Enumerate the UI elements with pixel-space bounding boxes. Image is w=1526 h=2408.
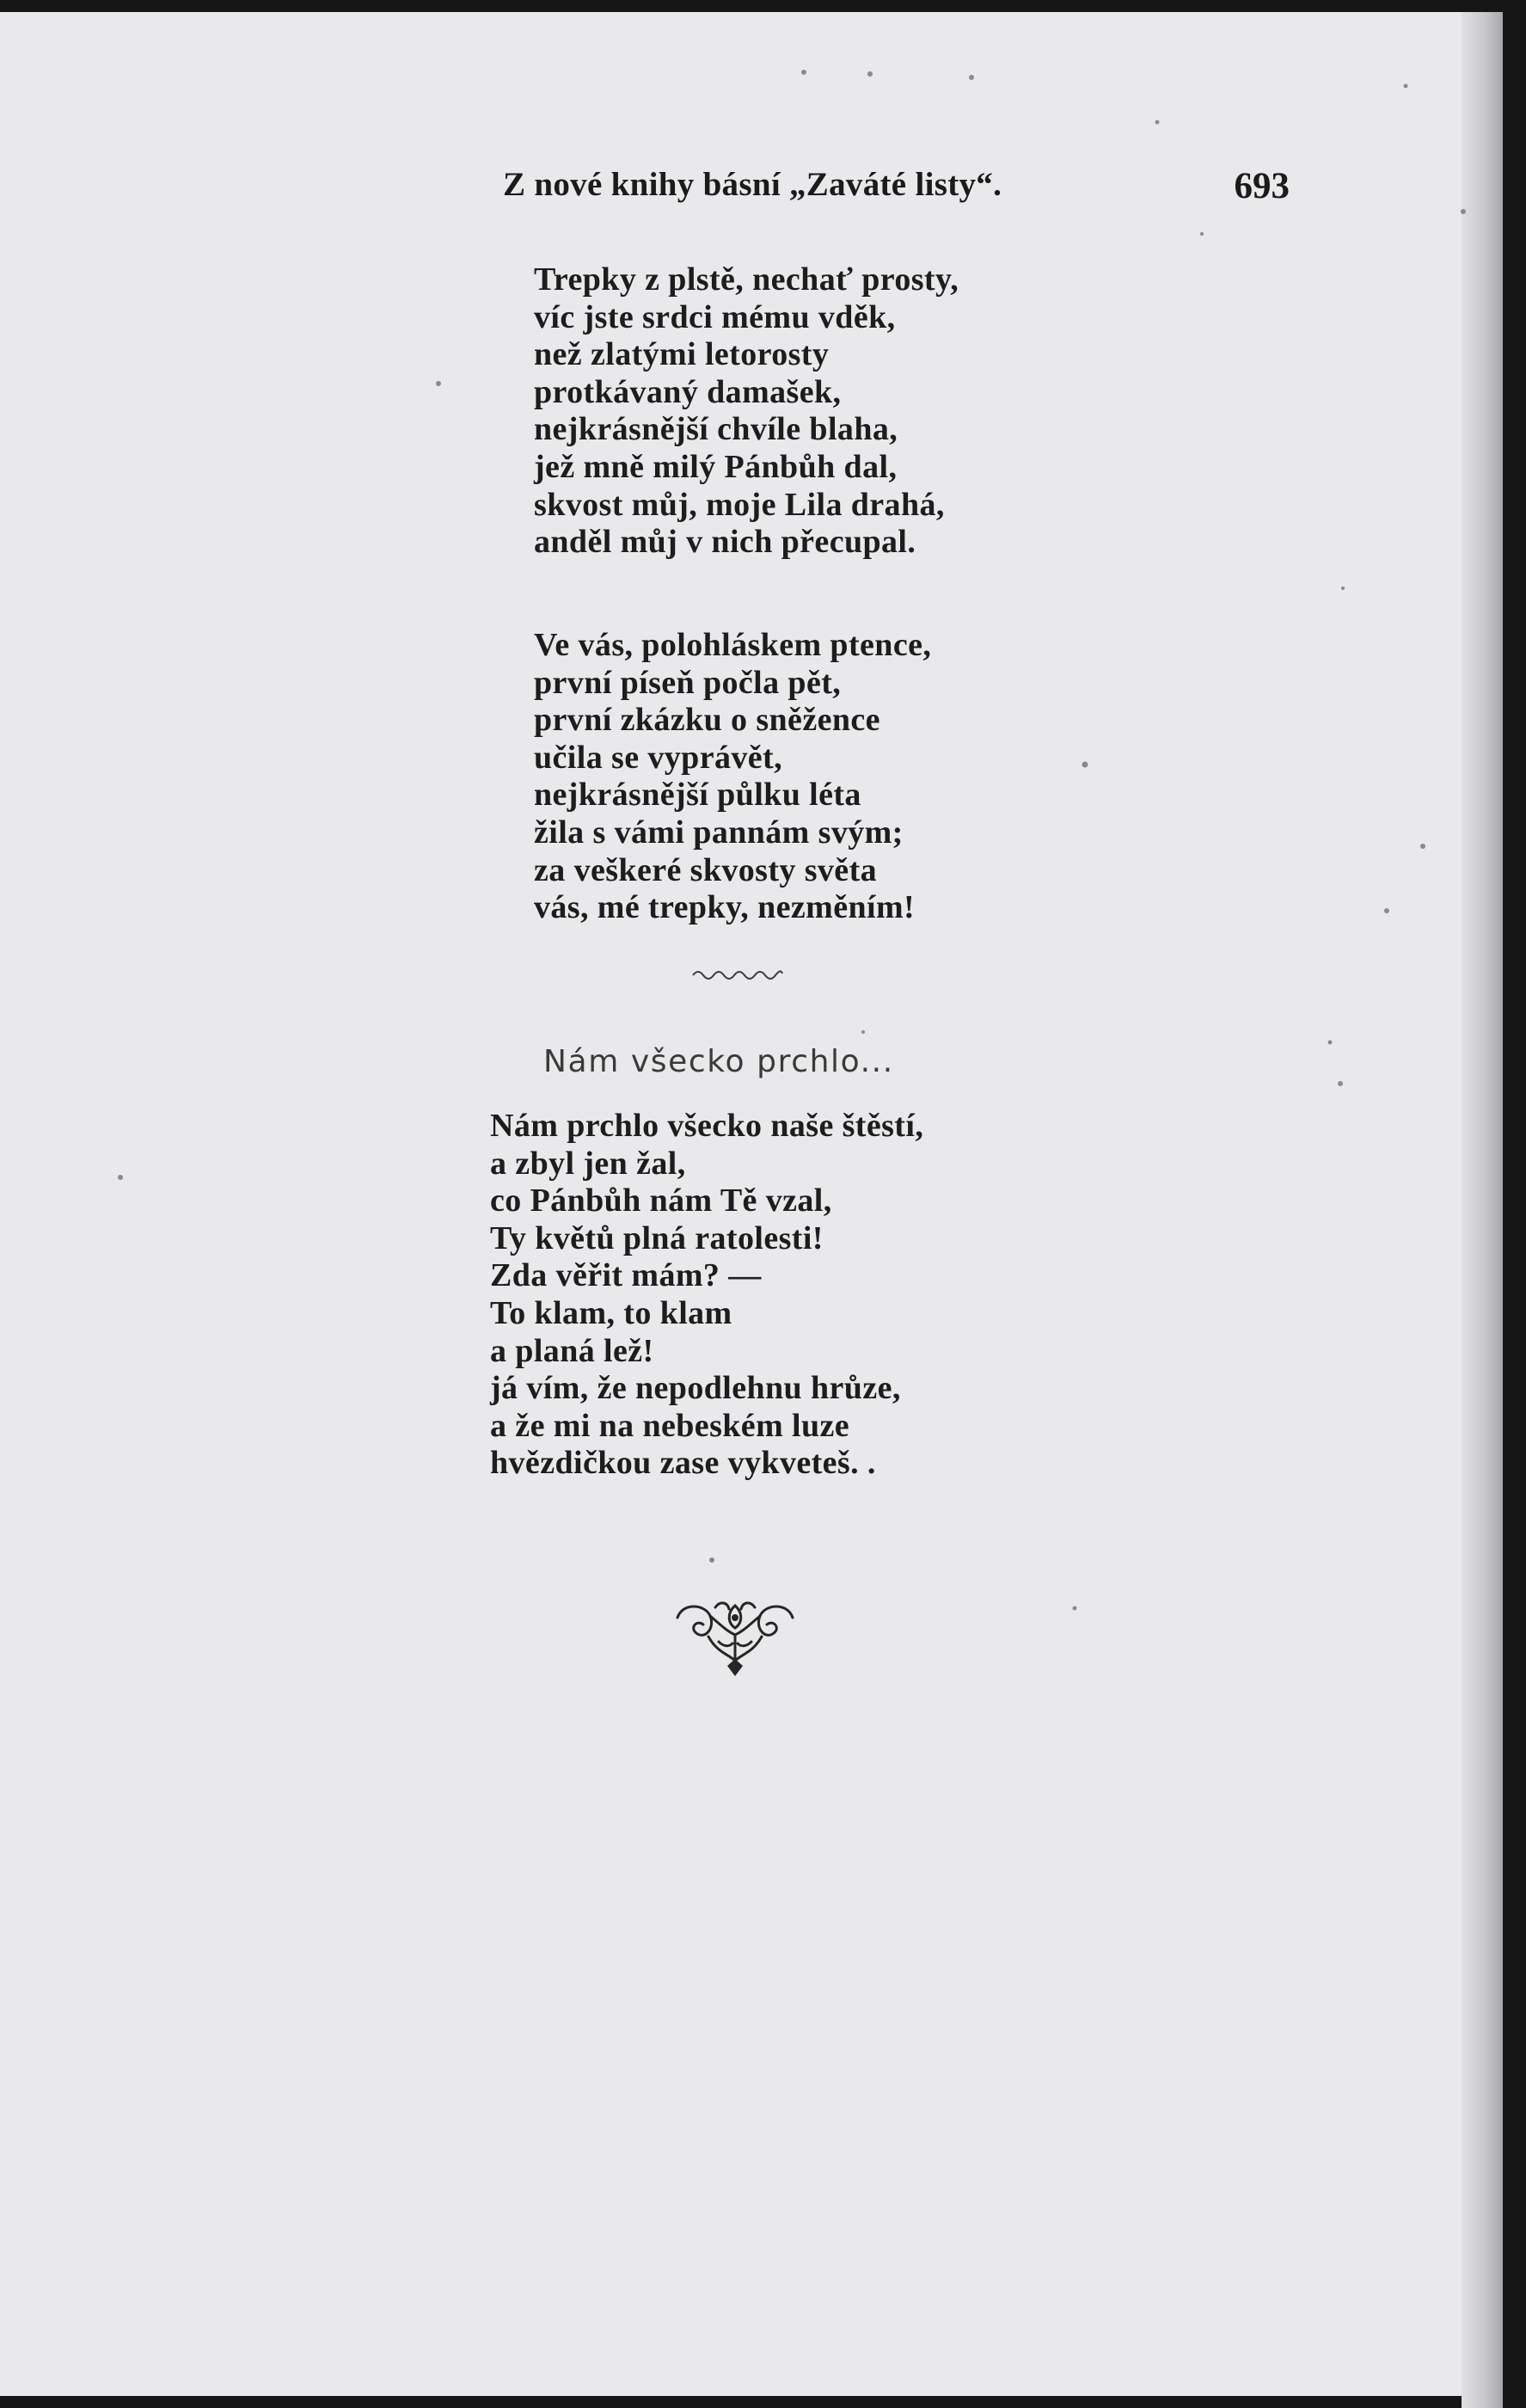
poem-2-title: Nám všecko prchlo... (543, 1044, 894, 1079)
verse-line: hvězdičkou zase vykveteš. . (490, 1445, 876, 1482)
verse-line: jež mně milý Pánbůh dal, (534, 448, 898, 485)
page-number: 693 (1234, 166, 1290, 206)
verse-line: učila se vyprávět, (534, 739, 782, 776)
verse-line: a planá lež! (490, 1332, 654, 1369)
verse-line: první zkázku o sněžence (534, 702, 880, 739)
verse-line: a zbyl jen žal, (490, 1145, 686, 1182)
verse-line: žila s vámi pannám svým; (534, 814, 904, 851)
verse-line: a že mi na nebeském luze (490, 1407, 850, 1444)
running-title: Z nové knihy básní „Zaváté listy“. (503, 166, 1002, 203)
verse-line: víc jste srdci mému vděk, (534, 298, 896, 335)
verse-line: první píseň počla pět, (534, 664, 842, 701)
verse-line: Trepky z plstě, nechať prosty, (534, 261, 959, 298)
verse-line: nejkrásnější půlku léta (534, 777, 861, 814)
verse-line: vás, mé trepky, nezměním! (534, 889, 916, 926)
poem-1-stanza-1 (534, 261, 959, 562)
verse-line: nejkrásnější chvíle blaha, (534, 411, 898, 448)
poem-1-stanza-2 (534, 627, 931, 927)
verse-line: co Pánbůh nám Tě vzal, (490, 1182, 832, 1219)
verse-line: než zlatými letorosty (534, 336, 830, 373)
verse-line: To klam, to klam (490, 1294, 732, 1331)
poem-2-stanza-1 (490, 1108, 923, 1483)
verse-line: za veškeré skvosty světa (534, 851, 878, 888)
wavy-line-divider-icon (691, 965, 784, 982)
verse-line: anděl můj v nich přecupal. (534, 524, 916, 561)
verse-line: Nám prchlo všecko naše štěstí, (490, 1108, 924, 1144)
verse-line: já vím, že nepodlehnu hrůze, (490, 1370, 901, 1407)
fleuron-ornament-icon (671, 1597, 800, 1680)
verse-line: protkávaný damašek, (534, 373, 842, 410)
verse-line: skvost můj, moje Lila drahá, (534, 486, 945, 523)
verse-line: Zda věřit mám? — (490, 1257, 762, 1294)
page-header (503, 165, 1290, 225)
verse-line: Ve vás, polohláskem ptence, (534, 627, 932, 663)
verse-line: Ty květů plná ratolesti! (490, 1219, 824, 1256)
